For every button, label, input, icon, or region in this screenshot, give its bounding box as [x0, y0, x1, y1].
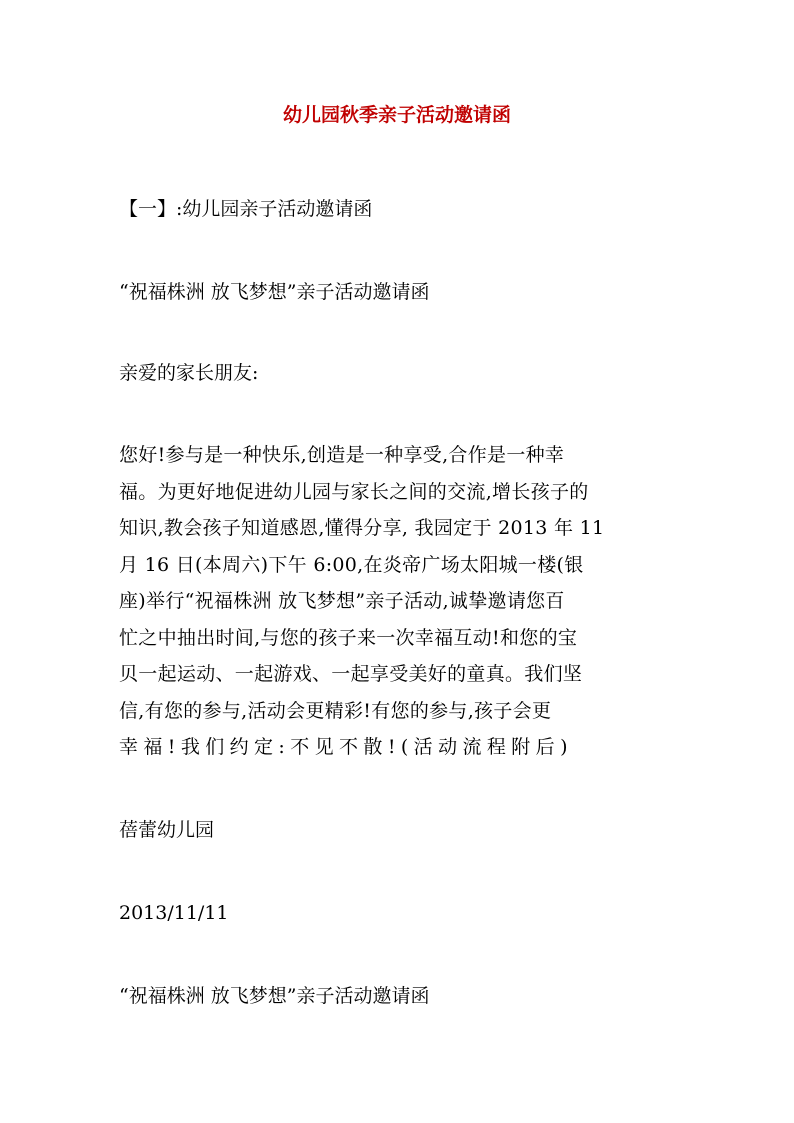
document-title: 幼儿园秋季亲子活动邀请函 [282, 104, 511, 126]
section-heading: 【一】:幼儿园亲子活动邀请函 [119, 198, 373, 220]
body-line: 福。为更好地促进幼儿园与家长之间的交流,增长孩子的 [119, 480, 589, 503]
body-line: 座)举行“祝福株洲 放飞梦想”亲子活动,诚挚邀请您百 [119, 590, 565, 612]
signature: 蓓蕾幼儿园 [119, 819, 215, 841]
body-line: 幸福!我们约定:不见不散!(活动流程附后) [119, 736, 573, 758]
body-line: 信,有您的参与,活动会更精彩!有您的参与,孩子会更 [119, 699, 552, 722]
document-date: 2013/11/11 [119, 902, 229, 924]
body-line: 忙之中抽出时间,与您的孩子来一次幸福互动!和您的宝 [119, 626, 578, 649]
body-line: 知识,教会孩子知道感恩,懂得分享, 我园定于 2013 年 11 [119, 517, 605, 539]
body-line: 您好!参与是一种快乐,创造是一种享受,合作是一种幸 [119, 444, 565, 466]
body-paragraph [119, 437, 679, 766]
invitation-title: “祝福株洲 放飞梦想”亲子活动邀请函 [119, 281, 430, 303]
body-line: 月 16 日(本周六)下午 6:00,在炎帝广场太阳城一楼(银 [119, 553, 584, 576]
body-line: 贝一起运动、一起游戏、一起享受美好的童真。我们坚 [119, 663, 583, 685]
invitation-title-repeat: “祝福株洲 放飞梦想”亲子活动邀请函 [119, 985, 430, 1007]
salutation: 亲爱的家长朋友: [119, 362, 259, 384]
